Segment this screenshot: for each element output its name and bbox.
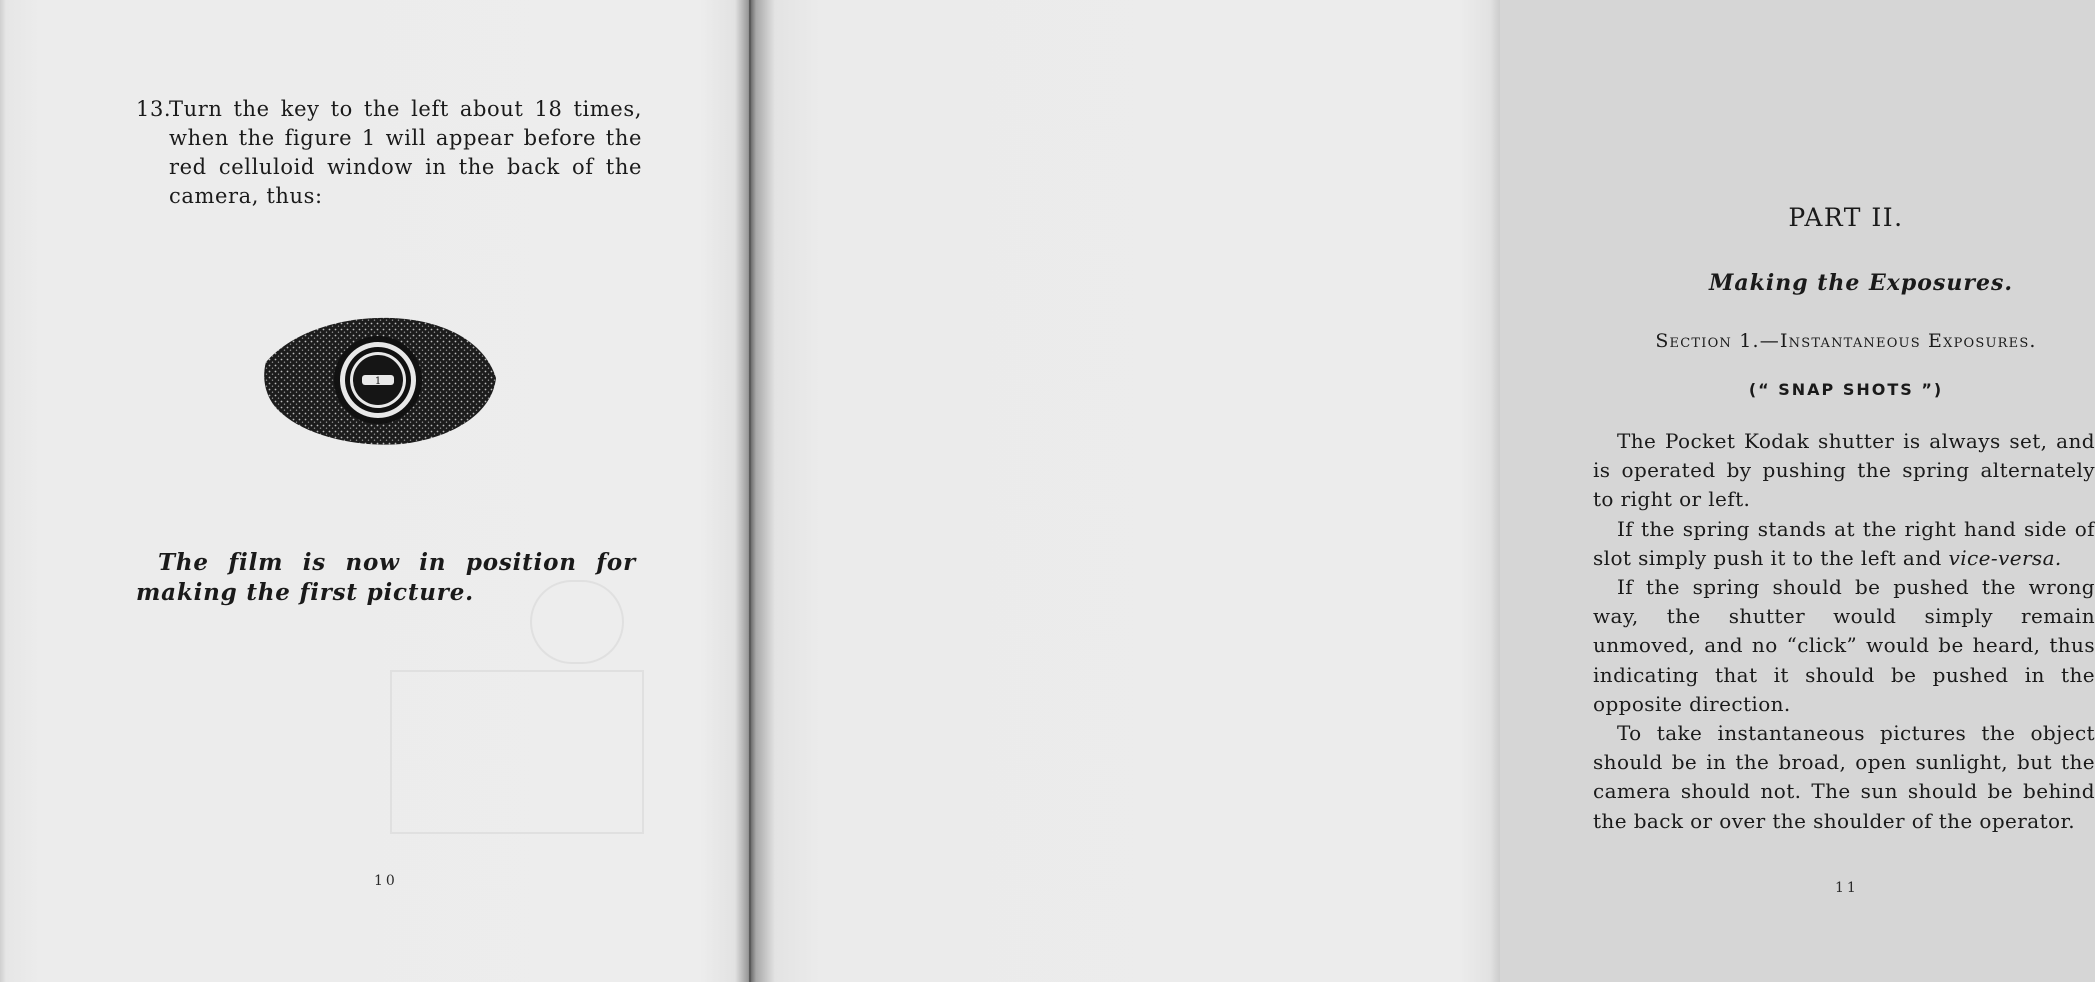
paragraph-italic-text: vice-versa.	[1948, 545, 2062, 570]
part-heading: PART II.	[1788, 203, 1904, 232]
step-number: 13.	[136, 97, 172, 121]
page-number: 10	[374, 873, 398, 889]
caption	[136, 548, 636, 608]
celluloid-window-illustration	[262, 310, 498, 448]
show-through-mark	[390, 670, 644, 834]
right-page	[751, 0, 2095, 982]
page-number: 11	[1835, 880, 1859, 896]
paragraph: To take instantaneous pictures the object should be in the broad, open sunlight, but the camera should not. The sun should be behind the back or over the shoulder of the operator.	[1593, 721, 2095, 833]
instruction-step	[136, 95, 642, 211]
body-text	[1593, 427, 2095, 836]
paragraph	[1593, 515, 2095, 573]
paragraph: If the spring should be pushed the wrong way, the shutter would simply remain unmoved, and no “click” would be heard, thus indicating that it should be pushed in the opposite direction.	[1593, 575, 2095, 716]
section-title: Making the Exposures.	[1708, 270, 2013, 296]
paragraph-text: If the spring stands at the right hand side of slot simply push it to the left and	[1593, 516, 2095, 570]
subsection-note: (“ SNAP SHOTS ”)	[1748, 380, 1944, 399]
step-text: Turn the key to the left about 18 times, when the figure 1 will appear before the red celluloid window in the back of the camera, thus:	[169, 97, 642, 208]
caption-line: The film is now in position for	[158, 549, 636, 576]
left-page	[0, 0, 749, 982]
subsection-heading: Section 1.—Instantaneous Exposures.	[1655, 330, 2037, 352]
caption-line: making the first picture.	[136, 579, 474, 606]
paragraph: The Pocket Kodak shutter is always set, and is operated by pushing the spring alternately to right or left.	[1593, 429, 2095, 512]
film-number: 1	[374, 376, 382, 387]
